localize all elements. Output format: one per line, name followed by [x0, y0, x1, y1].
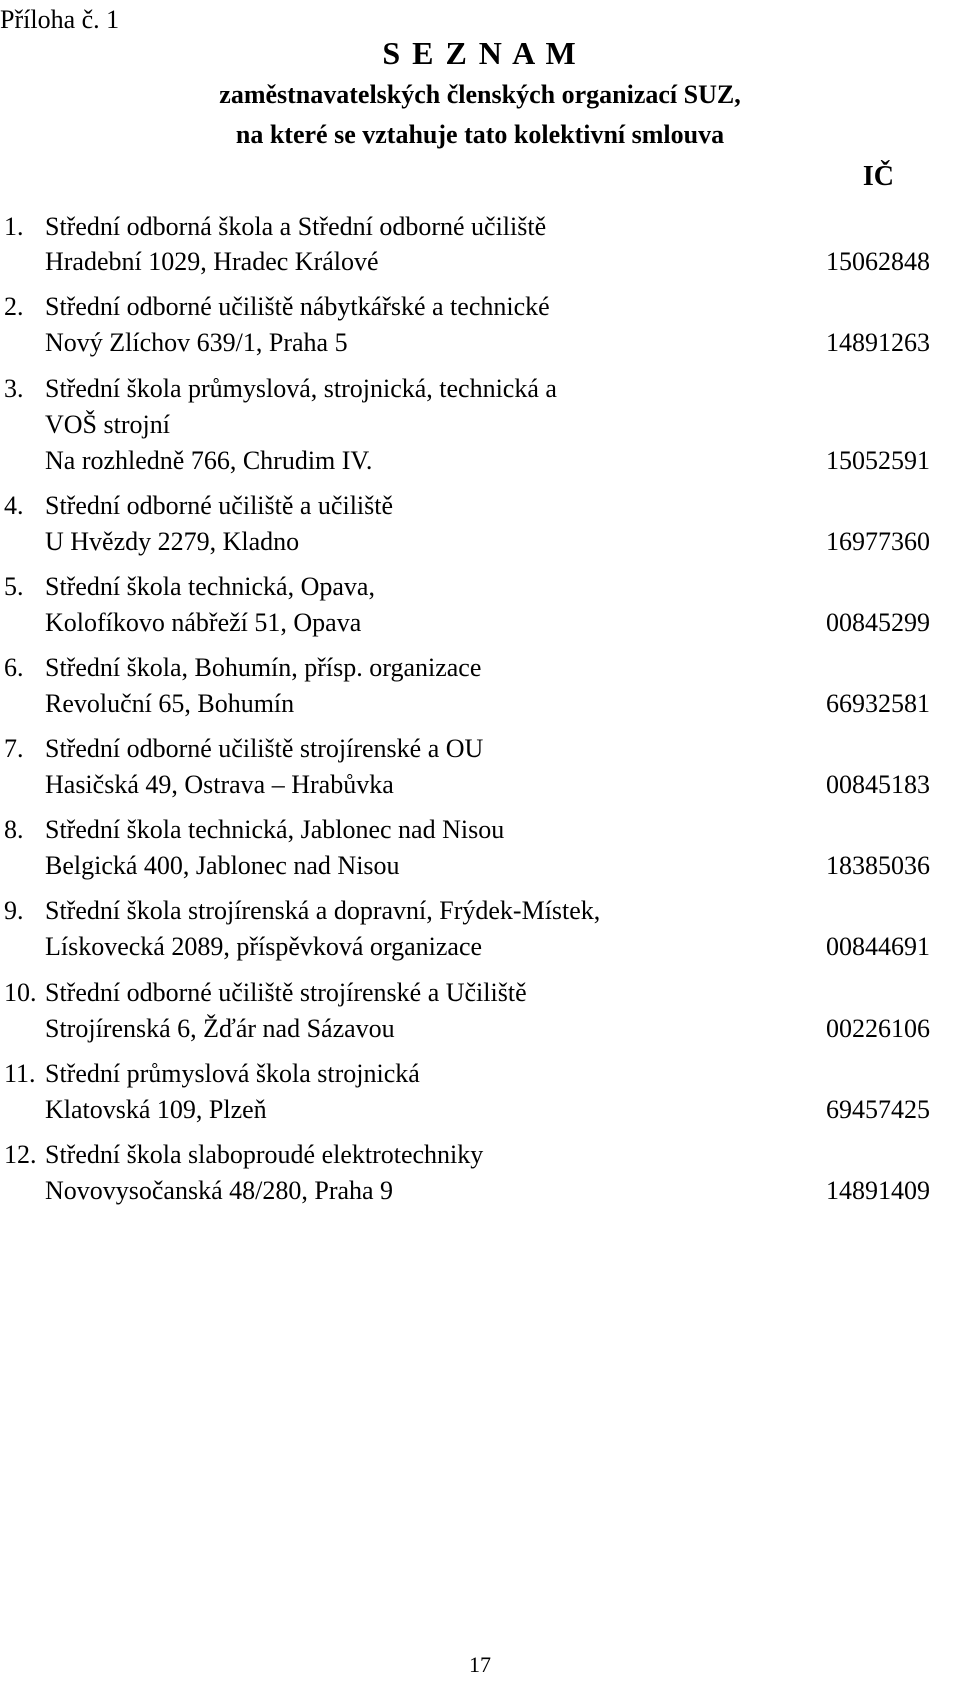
- page-number: 17: [469, 1652, 491, 1677]
- organization-number: 1.: [4, 212, 24, 241]
- organization-name: Střední odborná škola a Střední odborné učiliště: [45, 212, 547, 241]
- organization-name: Střední škola průmyslová, strojnická, technická a: [45, 374, 557, 403]
- organization-number: 4.: [4, 491, 24, 520]
- organization-ico: 00845183: [826, 770, 930, 799]
- organization-address: Novovysočanská 48/280, Praha 9: [45, 1176, 394, 1205]
- organization-ico: 66932581: [826, 689, 930, 718]
- document-subtitle-line-2: na které se vztahuje tato kolektivní smlouva: [235, 120, 725, 149]
- organization-address: Hradební 1029, Hradec Králové: [45, 247, 379, 276]
- organization-name: Střední průmyslová škola strojnická: [45, 1059, 420, 1088]
- organization-address: Belgická 400, Jablonec nad Nisou: [45, 851, 400, 880]
- organization-number: 5.: [4, 572, 24, 601]
- organization-name: Střední odborné učiliště nábytkářské a technické: [45, 292, 550, 321]
- organization-name: Střední škola slaboproudé elektrotechniky: [45, 1140, 484, 1169]
- organization-address: Revoluční 65, Bohumín: [45, 689, 295, 718]
- organization-ico: 14891263: [826, 328, 930, 357]
- organization-number: 7.: [4, 734, 24, 763]
- organization-number: 6.: [4, 653, 24, 682]
- organization-address: Na rozhledně 766, Chrudim IV.: [45, 446, 373, 475]
- organization-name: Střední odborné učiliště a učiliště: [45, 491, 394, 520]
- organization-number: 8.: [4, 815, 24, 844]
- organization-name: Střední škola, Bohumín, přísp. organizace: [45, 653, 482, 682]
- organization-ico: 15062848: [826, 247, 930, 276]
- organization-ico: 14891409: [826, 1176, 930, 1205]
- organization-address: U Hvězdy 2279, Kladno: [45, 527, 300, 556]
- organization-number: 9.: [4, 896, 24, 925]
- organization-address: Strojírenská 6, Žďár nad Sázavou: [45, 1014, 395, 1043]
- organization-address: Hasičská 49, Ostrava – Hrabůvka: [45, 770, 394, 799]
- organization-name: Střední škola strojírenská a dopravní, Frýdek-Místek,: [45, 896, 601, 925]
- organization-number: 11.: [4, 1059, 36, 1088]
- organization-address: Lískovecká 2089, příspěvková organizace: [45, 932, 483, 961]
- organization-number: 12.: [4, 1140, 37, 1169]
- organization-address: Kolofíkovo nábřeží 51, Opava: [45, 608, 362, 637]
- organization-ico: 16977360: [826, 527, 930, 556]
- document-subtitle-line-1: zaměstnavatelských členských organizací SUZ,: [219, 80, 741, 109]
- organization-address: Klatovská 109, Plzeň: [45, 1095, 267, 1124]
- organization-ico: 69457425: [826, 1095, 930, 1124]
- organization-address: Nový Zlíchov 639/1, Praha 5: [45, 328, 348, 357]
- organization-ico: 00844691: [826, 932, 930, 961]
- attachment-label: Příloha č. 1: [0, 5, 120, 34]
- organization-ico: 00845299: [826, 608, 930, 637]
- organization-name: Střední odborné učiliště strojírenské a OU: [45, 734, 484, 763]
- organization-ico: 15052591: [826, 446, 930, 475]
- organization-number: 3.: [4, 374, 24, 403]
- organization-name-cont: VOŠ strojní: [45, 410, 170, 439]
- document-title: S E Z N A M: [382, 35, 578, 71]
- organization-ico: 00226106: [826, 1014, 930, 1043]
- organization-number: 10.: [4, 978, 37, 1007]
- organization-number: 2.: [4, 292, 24, 321]
- ic-column-header: IČ: [862, 161, 894, 192]
- organization-name: Střední škola technická, Jablonec nad Nisou: [45, 815, 505, 844]
- organization-name: Střední škola technická, Opava,: [45, 572, 375, 601]
- organization-ico: 18385036: [826, 851, 930, 880]
- organization-name: Střední odborné učiliště strojírenské a Učiliště: [45, 978, 527, 1007]
